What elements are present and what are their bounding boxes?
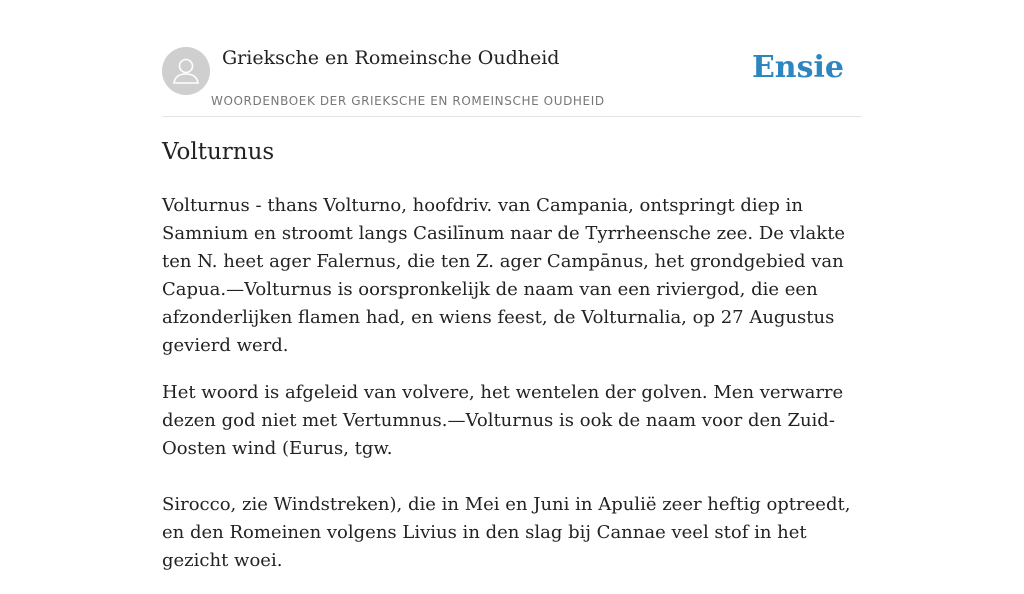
- user-icon[interactable]: [162, 47, 210, 95]
- entry-paragraph-2: Het woord is afgeleid van volvere, het wentelen der golven. Men verwarre dezen god niet met Vertumnus.—Volturnus is ook de naam voor den Zuid-Oosten wind (Eurus, tgw.: [162, 382, 844, 459]
- source-subtitle: WOORDENBOEK DER GRIEKSCHE EN ROMEINSCHE OUDHEID: [211, 94, 605, 108]
- entry-paragraph-3: Sirocco, zie Windstreken), die in Mei en Juni in Apulië zeer heftig optreedt, en den Romeinen volgens Livius in den slag bij Cannae veel stof in het gezicht woei.: [162, 494, 851, 571]
- source-title-link[interactable]: Grieksche en Romeinsche Oudheid: [222, 47, 560, 69]
- entry-header: [162, 44, 862, 117]
- ensie-logo-link[interactable]: Ensie: [751, 50, 844, 85]
- entry-content: [162, 192, 862, 594]
- entry-paragraph-1: Volturnus - thans Volturno, hoofdriv. van Campania, ontspringt diep in Samnium en stroomt langs Casilīnum naar de Tyrrheensche zee. De vlakte ten N. heet ager Falernus, die ten Z. ager Campānus, het grondgebied van Capua.—Volturnus is oorspronkelijk de naam van een riviergod, die een afzonderlijken flamen had, en wiens feest, de Volturnalia, op 27 Augustus gevierd werd.: [162, 195, 846, 356]
- entry-title: Volturnus: [162, 139, 275, 165]
